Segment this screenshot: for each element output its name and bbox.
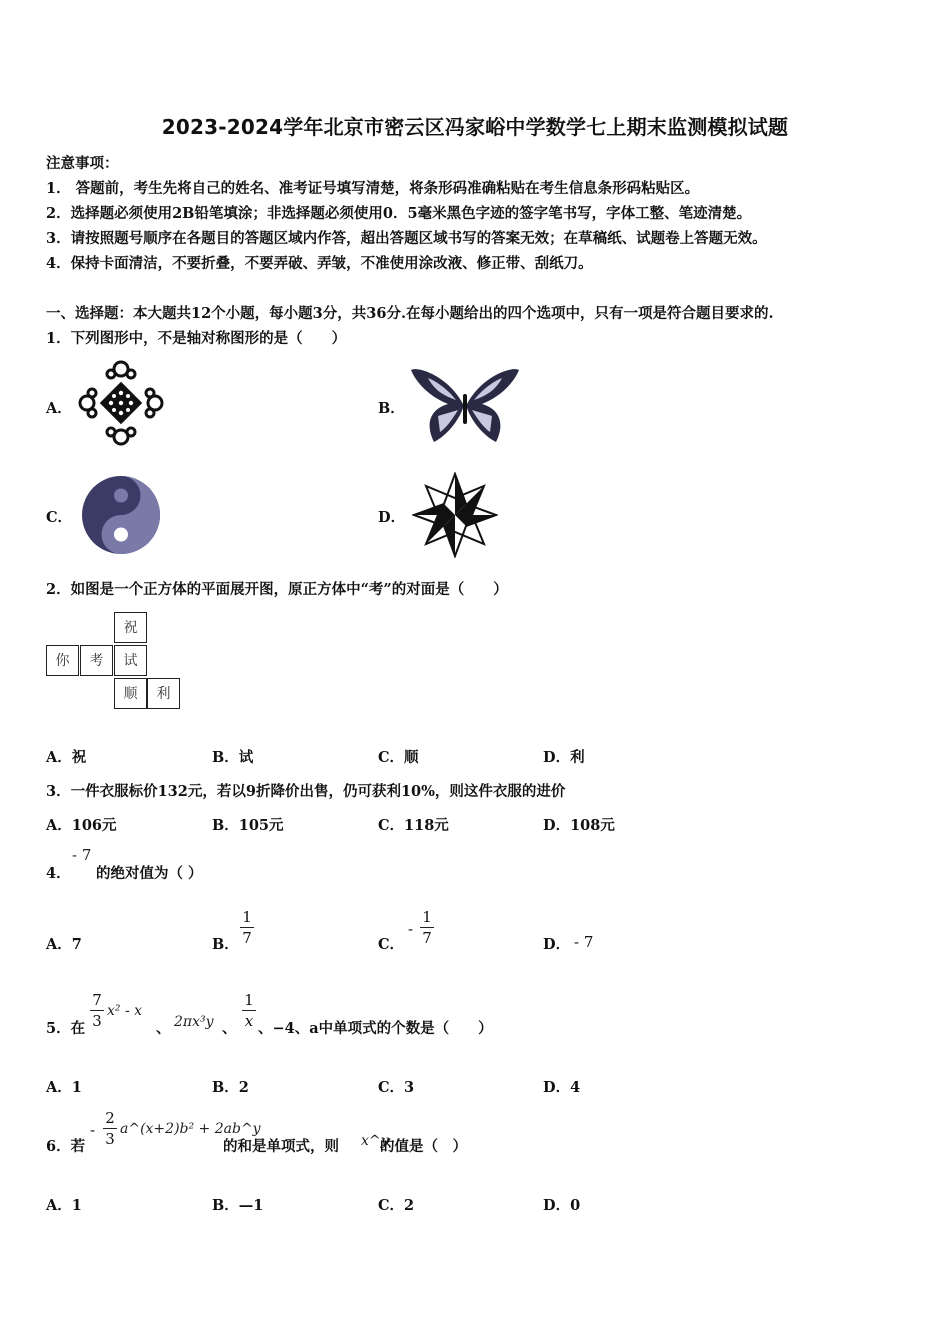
q4-b-denominator: 7 [242,929,252,947]
q6-fraction [103,1109,117,1148]
net-cell-shun: 顺 [114,678,147,709]
q4-option-a: A．7 [46,936,82,953]
q5-fraction-1 [90,991,104,1030]
q2-option-b: B．试 [212,749,254,766]
q3-option-c: C．118元 [378,817,449,834]
net-cell-li: 利 [147,678,180,709]
q5-stem-tail: 、−4、a中单项式的个数是（ ） [258,1020,493,1037]
net-cell-shi: 试 [114,645,147,676]
section-heading: 一、选择题：本大题共12个小题，每小题3分，共36分.在每小题给出的四个选项中，只有一项是符合题目要求的. [46,305,774,322]
q4-c-numerator: 1 [422,908,432,926]
eight-point-star-figure [412,472,498,558]
q2-option-a: A．祝 [46,749,87,766]
notice-heading: 注意事项： [46,155,119,172]
net-cell-kao: 考 [80,645,113,676]
q4-option-d-value: - 7 [574,933,594,951]
q5-f1-denominator: 3 [92,1012,102,1030]
q4-stem-tail: 的绝对值为（ ） [96,865,203,882]
q1-option-a-label: A． [46,400,72,417]
q5-f3-numerator: 1 [244,991,254,1009]
q1-stem: 1．下列图形中，不是轴对称图形的是（ ） [46,330,347,347]
q4-c-denominator: 7 [422,929,432,947]
q5-number: 5．在 [46,1020,86,1037]
q5-option-b: B．2 [212,1079,249,1096]
notice-item-3: 3．请按照题号顺序在各题目的答题区域内作答，超出答题区域书写的答案无效；在草稿纸、试题卷上答题无效。 [46,230,767,247]
q5-separator-1: 、 [156,1020,171,1037]
net-cell-zhu: 祝 [114,612,147,643]
q1-option-d-label: D． [378,509,406,526]
notice-item-4: 4．保持卡面清洁，不要折叠，不要弄破、弄皱，不准使用涂改液、修正带、刮纸刀。 [46,255,593,272]
q6-expression: a^(x+2)b² + 2ab^y [120,1121,261,1137]
notice-item-1: 1． 答题前，考生先将自己的姓名、准考证号填写清楚，将条形码准确粘贴在考生信息条形码粘贴区。 [46,180,700,197]
q4-option-b-label: B． [212,936,239,953]
q6-stem-tail: 的值是（ ） [380,1138,467,1155]
q6-option-b: B．—1 [212,1197,264,1214]
net-cell-ni: 你 [46,645,79,676]
notice-item-2: 2．选择题必须使用2B铅笔填涂；非选择题必须使用0．5毫米黑色字迹的签字笔书写，字体工整、笔迹清楚。 [46,205,752,222]
q1-option-c-label: C． [46,509,73,526]
page-title: 2023-2024学年北京市密云区冯家峪中学数学七上期末监测模拟试题 [161,115,789,139]
q3-option-a: A．106元 [46,817,117,834]
q2-stem: 2．如图是一个正方体的平面展开图，原正方体中“考”的对面是（ ） [46,581,508,598]
q5-fraction-3 [242,991,256,1030]
q6-number: 6．若 [46,1138,86,1155]
q5-term-2: 2πx³y [174,1014,214,1030]
q6-option-d: D．0 [543,1197,581,1214]
q5-f1-numerator: 7 [92,991,102,1009]
q2-option-c: C．顺 [378,749,419,766]
butterfly-figure [408,366,522,446]
q5-option-d: D．4 [543,1079,581,1096]
q5-separator-2: 、 [222,1020,237,1037]
q3-option-b: B．105元 [212,817,284,834]
q4-expression: - 7 [72,846,92,864]
q6-denominator: 3 [105,1130,115,1148]
q4-option-c-label: C． [378,936,405,953]
q6-sign: - [90,1121,96,1139]
chinese-knot-figure [78,360,164,446]
q6-option-c: C．2 [378,1197,415,1214]
q5-option-a: A．1 [46,1079,82,1096]
q3-stem: 3．一件衣服标价132元，若以9折降价出售，仍可获利10%，则这件衣服的进价 [46,783,566,800]
q6-xy: x^y [361,1133,389,1149]
q3-option-d: D．108元 [543,817,615,834]
q5-f3-denominator: x [244,1012,254,1030]
q5-option-c: C．3 [378,1079,415,1096]
q4-option-c-sign: - [408,920,414,938]
q6-option-a: A．1 [46,1197,82,1214]
q4-option-b-fraction [240,908,254,947]
q4-option-c-fraction [420,908,434,947]
q4-number: 4． [46,865,71,882]
q2-option-d: D．利 [543,749,585,766]
q4-b-numerator: 1 [242,908,252,926]
q6-stem-mid: 的和是单项式，则 [223,1138,339,1155]
q6-numerator: 2 [105,1109,115,1127]
yin-yang-figure [80,474,162,556]
q5-term-1: x² - x [107,1003,143,1019]
q1-option-b-label: B． [378,400,405,417]
q4-option-d-label: D． [543,936,571,953]
